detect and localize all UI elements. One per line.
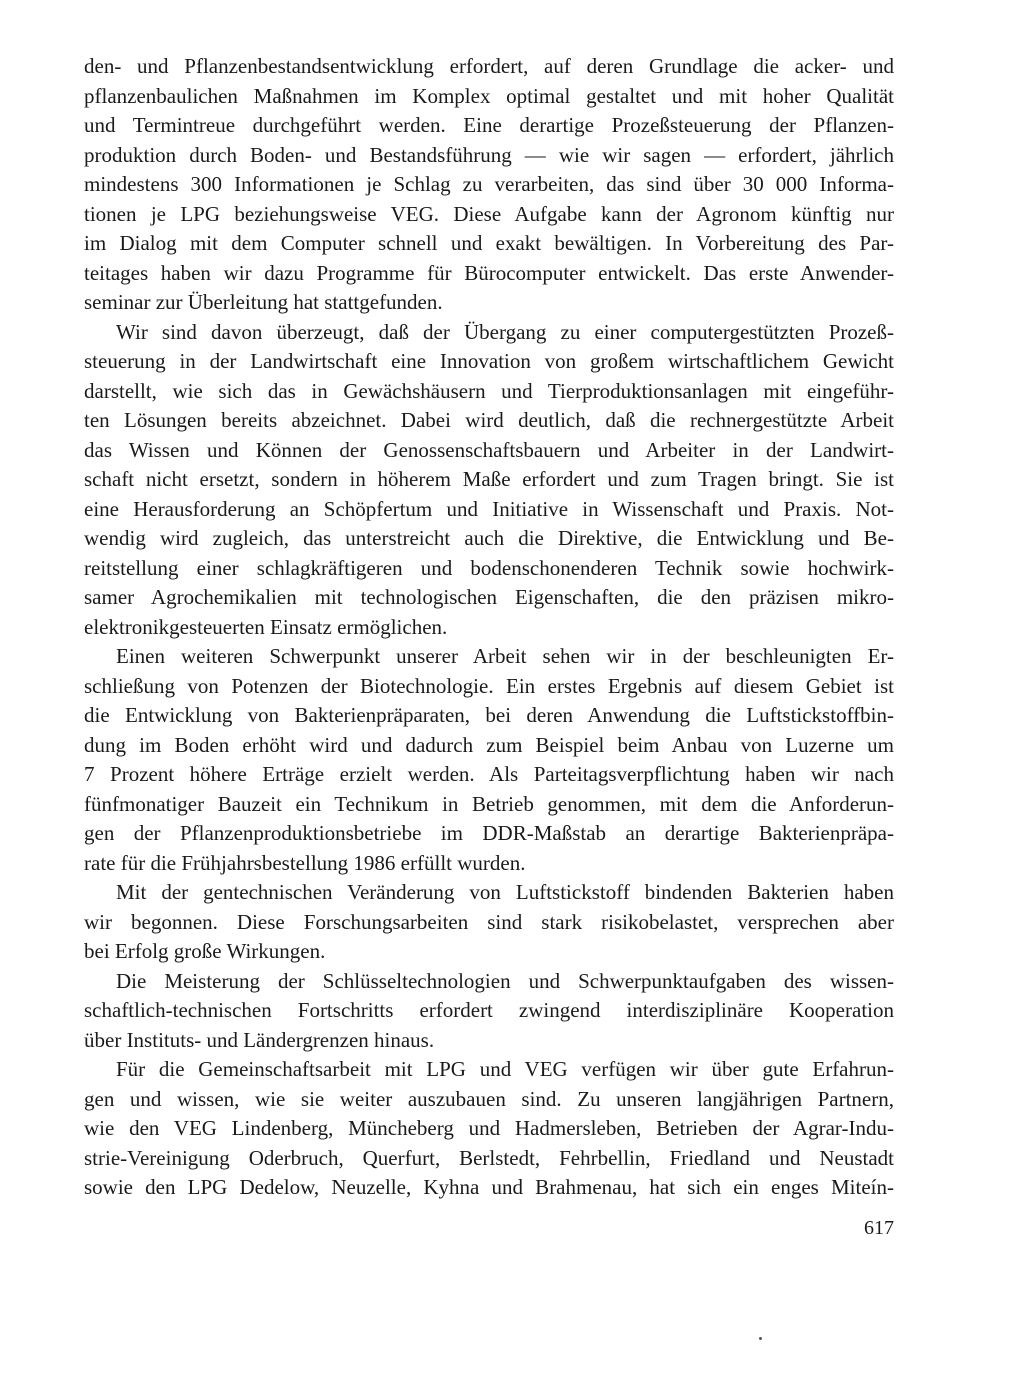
page-number: 617 bbox=[864, 1217, 894, 1239]
text-line: ten Lösungen bereits abzeichnet. Dabei wird deutlich, daß die rechnergestützte Arbeit bbox=[84, 408, 894, 432]
text-line: 7 Prozent höhere Erträge erzielt werden. Als Parteitagsverpflichtung haben wir nach bbox=[84, 762, 894, 786]
text-line: dung im Boden erhöht wird und dadurch zum Beispiel beim Anbau von Luzerne um bbox=[84, 732, 894, 757]
text-line: Mit der gentechnischen Veränderung von Luftstickstoff bindenden Bakterien haben bbox=[116, 880, 894, 904]
text-line: bei Erfolg große Wirkungen. bbox=[84, 939, 326, 963]
text-line: darstellt, wie sich das in Gewächshäusern und Tierproduktionsanlagen mit eingeführ- bbox=[84, 378, 894, 403]
text-line: produktion durch Boden- und Bestandsführung — wie wir sagen — erfordert, jährlich bbox=[84, 142, 894, 167]
text-line: reitstellung einer schlagkräftigeren und bodenschonenderen Technik sowie hochwirk- bbox=[84, 555, 894, 580]
text-line: wendig wird zugleich, das unterstreicht auch die Direktive, die Entwicklung und Be- bbox=[84, 526, 894, 550]
text-line: steuerung in der Landwirtschaft eine Innovation von großem wirtschaftlichem Gewicht bbox=[84, 349, 894, 373]
text-line: die Entwicklung von Bakterienpräparaten, bei deren Anwendung die Luftstickstoffbin- bbox=[84, 703, 894, 727]
text-line: im Dialog mit dem Computer schnell und exakt bewältigen. In Vorbereitung des Par- bbox=[84, 231, 894, 255]
text-line: das Wissen und Können der Genossenschaftsbauern und Arbeiter in der Landwirt- bbox=[84, 437, 894, 462]
text-line: schaft nicht ersetzt, sondern in höherem Maße erfordert und zum Tragen bringt. Sie ist bbox=[84, 467, 894, 491]
text-line: den- und Pflanzenbestandsentwicklung erfordert, auf deren Grundlage die acker- und bbox=[84, 54, 894, 78]
scan-speck bbox=[759, 1337, 762, 1340]
body-text bbox=[84, 52, 894, 1203]
text-line: rate für die Frühjahrsbestellung 1986 erfüllt wurden. bbox=[84, 850, 526, 875]
text-line: gen der Pflanzenproduktionsbetriebe im DDR-Maßstab an derartige Bakterienpräpa- bbox=[84, 821, 894, 845]
text-line: gen und wissen, wie sie weiter auszubauen sind. Zu unseren langjährigen Partnern, bbox=[84, 1086, 894, 1111]
text-line: Die Meisterung der Schlüsseltechnologien und Schwerpunktaufgaben des wissen- bbox=[116, 968, 894, 993]
text-line: teitages haben wir dazu Programme für Bürocomputer entwickelt. Das erste Anwender- bbox=[84, 260, 894, 285]
text-line: schaftlich-technischen Fortschritts erfordert zwingend interdisziplinäre Kooperation bbox=[84, 998, 894, 1022]
text-line: wir begonnen. Diese Forschungsarbeiten sind stark risikobelastet, versprechen aber bbox=[84, 909, 894, 934]
text-line: samer Agrochemikalien mit technologischen Eigenschaften, die den präzisen mikro- bbox=[84, 585, 894, 609]
text-line: über Instituts- und Ländergrenzen hinaus. bbox=[84, 1027, 435, 1052]
text-line: seminar zur Überleitung hat stattgefunden. bbox=[84, 290, 443, 314]
text-line: fünfmonatiger Bauzeit ein Technikum in Betrieb genommen, mit dem die Anforderun- bbox=[84, 791, 894, 816]
text-line: strie-Vereinigung Oderbruch, Querfurt, Berlstedt, Fehrbellin, Friedland und Neustadt bbox=[84, 1145, 894, 1170]
text-line: Für die Gemeinschaftsarbeit mit LPG und VEG verfügen wir über gute Erfahrun- bbox=[116, 1057, 894, 1081]
text-line: Einen weiteren Schwerpunkt unserer Arbeit sehen wir in der beschleunigten Er- bbox=[116, 644, 894, 668]
text-line: wie den VEG Lindenberg, Müncheberg und Hadmersleben, Betrieben der Agrar-Indu- bbox=[84, 1116, 894, 1140]
text-line: mindestens 300 Informationen je Schlag zu verarbeiten, das sind über 30 000 Informa- bbox=[84, 172, 894, 196]
text-line: elektronikgesteuerten Einsatz ermöglichen. bbox=[84, 614, 448, 639]
text-line: eine Herausforderung an Schöpfertum und Initiative in Wissenschaft und Praxis. Not- bbox=[84, 496, 894, 521]
text-line: sowie den LPG Dedelow, Neuzelle, Kyhna und Brahmenau, hat sich ein enges Miteín- bbox=[84, 1175, 894, 1199]
text-line: Wir sind davon überzeugt, daß der Übergang zu einer computergestützten Prozeß- bbox=[116, 319, 894, 344]
text-line: pflanzenbaulichen Maßnahmen im Komplex optimal gestaltet und mit hoher Qualität bbox=[84, 83, 894, 108]
text-line: schließung von Potenzen der Biotechnologie. Ein erstes Ergebnis auf diesem Gebiet ist bbox=[84, 673, 894, 698]
text-line: tionen je LPG beziehungsweise VEG. Diese Aufgabe kann der Agronom künftig nur bbox=[84, 201, 894, 226]
text-line: und Termintreue durchgeführt werden. Eine derartige Prozeßsteuerung der Pflanzen- bbox=[84, 113, 894, 137]
